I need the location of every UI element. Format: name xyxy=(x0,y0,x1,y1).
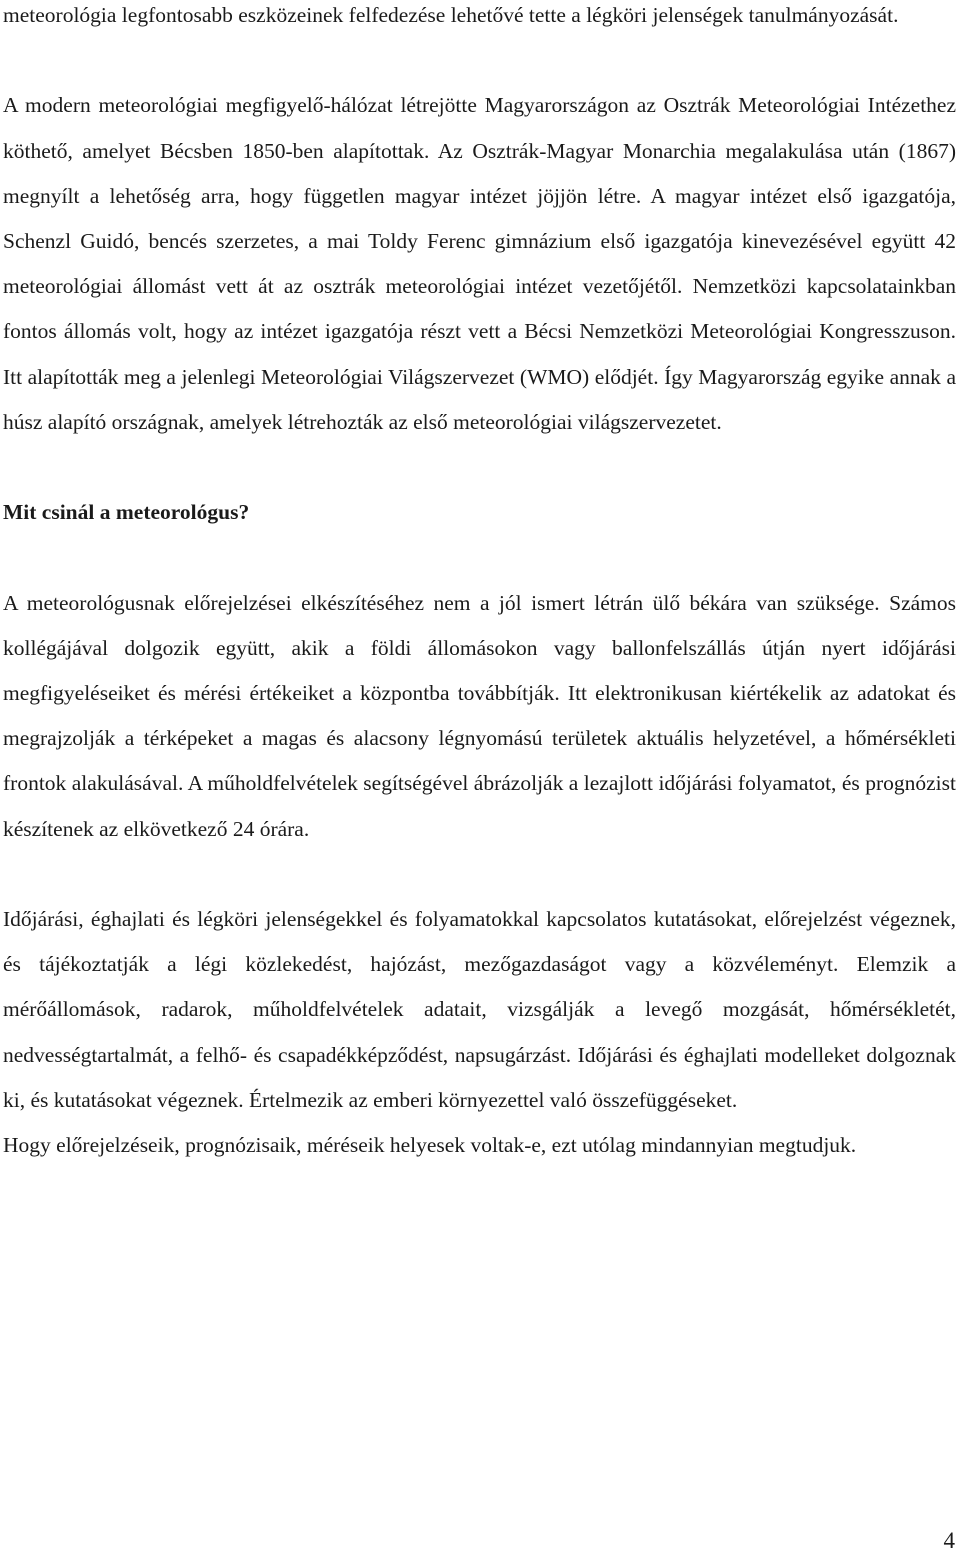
paragraph-spacer xyxy=(3,535,956,580)
paragraph-intro-continuation: meteorológia legfontosabb eszközeinek felfedezése lehetővé tette a légköri jelenségek tanulmányozását. xyxy=(3,3,899,27)
paragraph-history: A modern meteorológiai megfigyelő-hálózat létrejötte Magyarországon az Osztrák Meteorológiai Intézethez köthető, amelyet Bécsben 1850-ben alapítottak. Az Osztrák-Magyar Monarchia megalakulása után (1867) megnyílt a lehetőség arra, hogy független magyar intézet jöjjön létre. A magyar intézet első igazgatója, Schenzl Guidó, bencés szerzetes, a mai Toldy Ferenc gimnázium első igazgatója kinevezésével együtt 42 meteorológiai állomást vett át az osztrák meteorológiai intézet vezetőjétől. Nemzetközi kapcsolatainkban fontos állomás volt, hogy az intézet igazgatója részt vett a Bécsi Nemzetközi Meteorológiai Kongresszuson. Itt alapították meg a jelenlegi Meteorológiai Világszervezet (WMO) elődjét. Így Magyarország egyike annak a húsz alapító országnak, amelyek létrehozták az első meteorológiai világszervezetet. xyxy=(3,93,956,434)
section-heading: Mit csinál a meteorológus? xyxy=(3,500,250,525)
paragraph-spacer xyxy=(3,852,956,897)
paragraph-spacer xyxy=(3,445,956,490)
page-number: 4 xyxy=(943,1528,955,1553)
paragraph-closing: Hogy előrejelzéseik, prognózisaik, méréseik helyesek voltak-e, ezt utólag mindannyian megtudjuk. xyxy=(3,1133,857,1158)
document-page xyxy=(3,0,956,1168)
paragraph-meteorologist-work: A meteorológusnak előrejelzései elkészítéséhez nem a jól ismert létrán ülő békára van szüksége. Számos kollégájával dolgozik együtt, akik a földi állomásokon vagy ballonfelszállás útján nyert időjárási megfigyeléseiket és mérési értékeiket a központba továbbítják. Itt elektronikusan kiértékelik az adatokat és megrajzolják a térképeket a magas és alacsony légnyomású területek aktuális helyzetével, a hőmérsékleti frontok alakulásával. A műholdfelvételek segítségével ábrázolják a lezajlott időjárási folyamatot, és prognózist készítenek az elkövetkező 24 órára. xyxy=(3,590,956,841)
paragraph-research-tasks: Időjárási, éghajlati és légköri jelenségekkel és folyamatokkal kapcsolatos kutatásokat, előrejelzést végeznek, és tájékoztatják a légi közlekedést, hajózást, mezőgazdaságot vagy a közvéleményt. Elemzik a mérőállomások, radarok, műholdfelvételek adatait, vizsgálják a levegő mozgását, hőmérsékletét, nedvességtartalmát, a felhő- és csapadékképződést, napsugárzást. Időjárási és éghajlati modelleket dolgoznak ki, és kutatásokat végeznek. Értelmezik az emberi környezettel való összefüggéseket. xyxy=(3,907,956,1112)
paragraph-spacer xyxy=(3,38,956,83)
